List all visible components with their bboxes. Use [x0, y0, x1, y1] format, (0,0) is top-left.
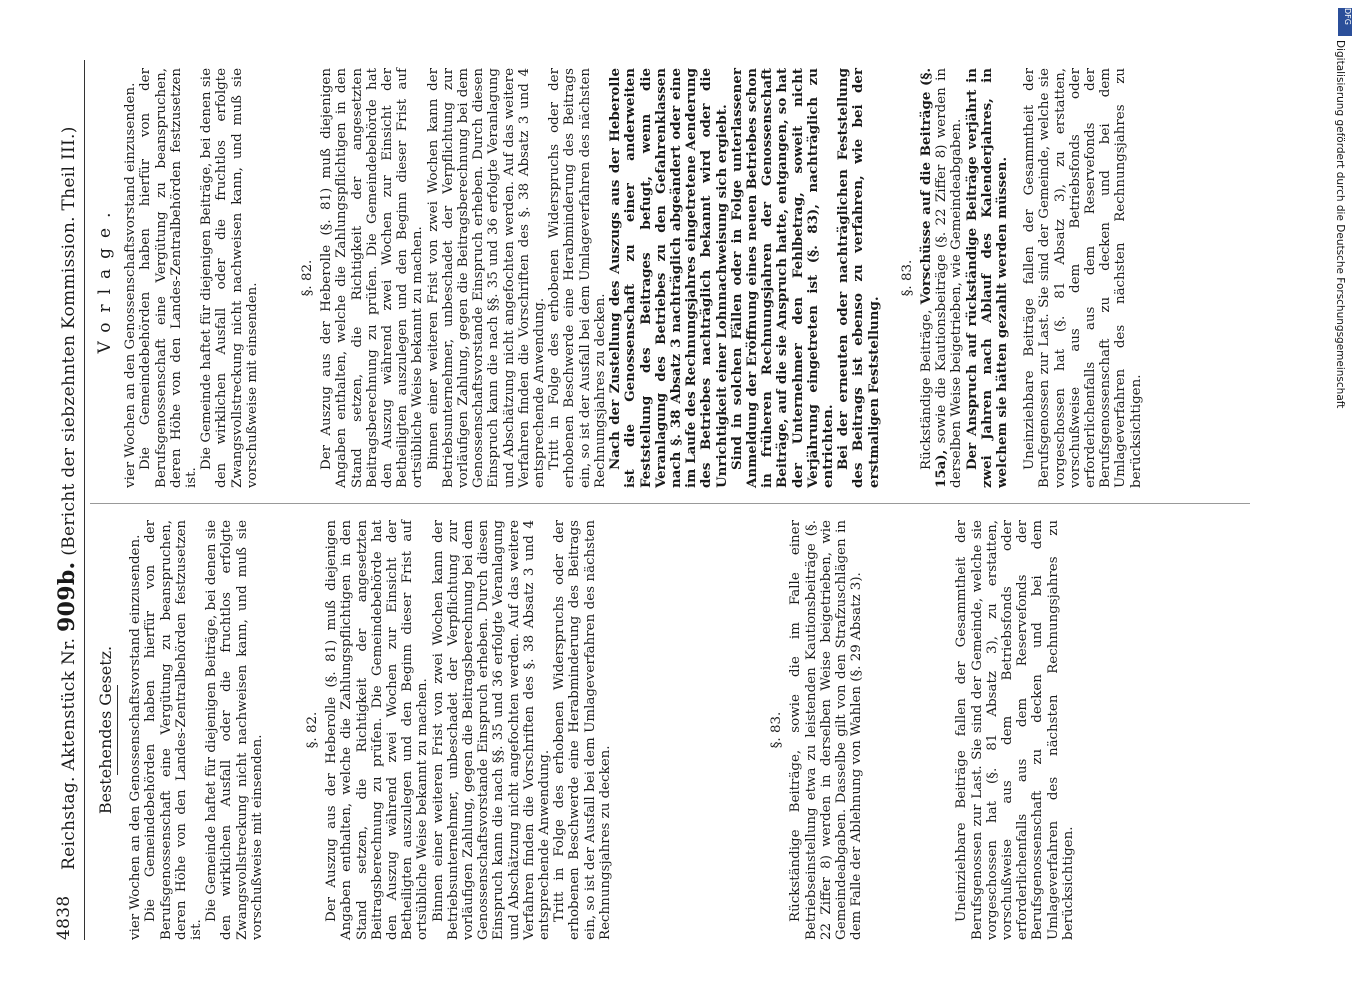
right-sec83-bold: Der Anspruch auf rückständige Beiträge verjährt in zwei Jahren nach Ablauf des Kalenderjahres, in welchem sie hätten gezahlt werden müssen.: [963, 68, 1010, 488]
document-page: [50, 60, 1300, 940]
right-sec83-p1: [919, 68, 965, 488]
right-sec82-bold-2: Sind in solchen Fällen oder in Folge unterlassener Anmeldung der Eröffnung eines neuen Betriebes schon in früheren Rechnungsjahren der Genossenschaft Beiträge, auf die sie Anspruch hatte, entgangen, so hat der Unternehmer den Fehlbetrag, soweit nicht Verjährung eingetreten ist (§. 83), nachträglich zu entrichten.: [728, 68, 836, 488]
left-sec82-p1: Der Auszug aus der Heberolle (§. 81) muß diejenigen Angaben enthalten, welche die Zahlungspflichtigen in den Stand setzen, die Richtigkeit der angesetzten Beitragsberechnung zu prüfen. Die Gemeindebehörde hat den Auszug während zwei Wochen zur Einsicht der Betheiligten auszulegen und den Beginn dieser Frist auf ortsübliche Weise bekannt zu machen.: [324, 520, 431, 940]
right-opening-2: Die Gemeindebehörden haben hierfür von der Berufsgenossenschaft eine Vergütung zu beanspruchen, deren Höhe von den Landes-Zentralbehörden festzusetzen ist.: [138, 68, 200, 488]
left-sec82-heading: §. 82.: [305, 711, 321, 749]
header-title: [54, 126, 80, 870]
column-divider: [90, 503, 1250, 504]
left-column-title: Bestehendes Gesetz.: [96, 645, 115, 815]
right-sec82-p1: Der Auszug aus der Heberolle (§. 81) muß diejenigen Angaben enthalten, welche die Zahlungspflichtigen in den Stand setzen, die Richtigkeit der angesetzten Beitragsberechnung zu prüfen. Die Gemeindebehörde hat den Auszug während zwei Wochen zur Einsicht der Betheiligten auszulegen und den Beginn dieser Frist auf ortsübliche Weise bekannt zu machen.: [319, 68, 426, 488]
page-header: [50, 60, 86, 940]
header-rule: [84, 60, 85, 940]
right-opening-1: vier Wochen an den Genossenschaftsvorstand einzusenden.: [123, 82, 139, 488]
header-title-number: 909b.: [54, 561, 80, 632]
left-column: [96, 520, 1076, 940]
header-title-prefix: Reichstag. Aktenstück Nr.: [59, 631, 79, 870]
spacer: [1010, 68, 1022, 488]
right-sec82-bold-3: Bei der erneuten oder nachträglichen Feststellung des Beitrags ist ebenso zu verfahren, wie bei der erstmaligen Feststellung.: [835, 68, 882, 488]
left-opening-2: Die Gemeindebehörden haben hierfür von der Berufsgenossenschaft eine Vergütung zu beanspruchen, deren Höhe von den Landes-Zentralbehörden festzusetzen ist.: [143, 520, 205, 940]
left-opening-3: Die Gemeinde haftet für diejenigen Beiträge, bei denen sie den wirklichen Ausfall oder die fruchtlos erfolgte Zwangsvollstreckung nicht nachweisen kann, und muß sie vorschußweise mit einsenden.: [204, 520, 265, 940]
spacer: [265, 520, 299, 940]
left-title-rule: [117, 685, 118, 775]
left-sec82-p2: Binnen einer weiteren Frist von zwei Wochen kann der Betriebsunternehmer, unbeschadet der Verpflichtung zur vorläufigen Zahlung, gegen die Beitragsberechnung bei dem Genossenschaftsvorstande Einspruch erheben. Durch diesen Einspruch kann die nach §§. 35 und 36 erfolgte Veranlagung und Abschätzung nicht angefochten werden. Auf das weitere Verfahren finden die Vorschriften des §. 38 Absatz 3 und 4 entsprechende Anwendung.: [430, 520, 553, 940]
spacer: [864, 520, 954, 940]
digitization-note: Digitalisierung gefördert durch die Deutsche Forschungsgemeinschaft: [1334, 40, 1346, 409]
left-sec83-p2: Uneinziehbare Beiträge fallen der Gesammtheit der Berufsgenossen zur Last. Sie sind der Gemeinde, welche sie vorgeschossen hat (§. 81 Absatz 3), zu erstatten, vorschußweise aus dem Betriebsfonds oder erforderlichenfalls aus dem Reservefonds der Berufsgenossenschaft zu decken und bei dem Umlageverfahren des nächsten Rechnungsjahres zu berücksichtigen.: [954, 520, 1076, 940]
right-sec82-p3: Tritt in Folge des erhobenen Widerspruchs oder der erhobenen Beschwerde eine Herabminderung des Beitrags ein, so ist der Ausfall bei dem Umlageverfahren des nächsten Rechnungsjahres zu decken.: [547, 68, 608, 488]
dfg-logo: [1338, 8, 1352, 36]
right-opening-3: Die Gemeinde haftet für diejenigen Beiträge, bei denen sie den wirklichen Ausfall oder die fruchtlos erfolgte Zwangsvollstreckung nicht nachweisen kann, und muß sie vorschußweise mit einsenden.: [199, 68, 260, 488]
dfg-logo-text: DFG: [1343, 8, 1352, 25]
left-sec82-p3: Tritt in Folge des erhobenen Widerspruchs oder der erhobenen Beschwerde eine Herabminderung des Beitrags ein, so ist der Ausfall bei dem Umlageverfahren des nächsten Rechnungsjahres zu decken.: [552, 520, 613, 940]
right-column-title: Vorlage.: [95, 202, 115, 354]
left-sec83-heading: §. 83.: [769, 711, 785, 749]
right-sec83-p1-rest: sowie die Kautionsbeiträge (§. 22 Ziffer 8) werden in derselben Weise beigetrieben, wie Gemeindeabgaben.: [934, 68, 965, 488]
right-sec83-heading: §. 83.: [899, 259, 915, 297]
right-sec82-heading: §. 82.: [300, 259, 316, 297]
page-number: 4838: [54, 895, 74, 940]
left-opening-1: vier Wochen an den Genossenschaftsvorstand einzusenden.: [128, 534, 144, 940]
right-sec83-last: Uneinziehbare Beiträge fallen der Gesammtheit der Berufsgenossen zur Last. Sie sind der Gemeinde, welche sie vorgeschossen hat (§. 81 Absatz 3), zu erstatten, vorschußweise aus dem Betriebsfonds oder erforderlichenfalls aus dem Reservefonds der Berufsgenossenschaft zu decken und bei dem Umlageverfahren des nächsten Rechnungsjahres zu berücksichtigen.: [1022, 68, 1144, 488]
right-sec83-p1-plain: Rückständige Beiträge,: [918, 304, 934, 470]
spacer: [882, 68, 894, 488]
right-column: [96, 68, 1144, 488]
right-sec82-bold-1: Nach der Zustellung des Auszugs aus der Heberolle ist die Genossenschaft zu einer anderweiten Feststellung des Beitrages befugt, wenn die Veranlagung des Betriebes zu den Gefahrenklassen nach §. 38 Absatz 3 nachträglich abgeändert oder eine im Laufe des Rechnungsjahres eingetretene Aenderung des Betriebes nachträglich bekannt wird oder die Unrichtigkeit einer Lohnnachweisung sich ergiebt.: [607, 68, 730, 488]
spacer: [613, 520, 763, 940]
right-sec83-p1-bold: Vorschüsse auf die Beiträge (§. 15a),: [917, 68, 950, 488]
header-title-suffix: (Bericht der siebzehnten Kommission. Theil III.): [59, 126, 79, 562]
spacer: [260, 68, 294, 488]
right-sec82-p2: Binnen einer weiteren Frist von zwei Wochen kann der Betriebsunternehmer, unbeschadet der Verpflichtung zur vorläufigen Zahlung, gegen die Beitragsberechnung bei dem Genossenschaftsvorstande Einspruch erheben. Durch diesen Einspruch kann die nach §§. 35 und 36 erfolgte Veranlagung und Abschätzung nicht angefochten werden. Auf das weitere Verfahren finden die Vorschriften des §. 38 Absatz 3 und 4 entsprechende Anwendung.: [425, 68, 548, 488]
left-sec83-p1: Rückständige Beiträge, sowie die im Falle einer Betriebseinstellung etwa zu leistenden Kautionsbeiträge (§. 22 Ziffer 8) werden in derselben Weise beigetrieben, wie Gemeindeabgaben. Dasselbe gilt von den Strafzuschlägen in dem Falle der Ablehnung von Wahlen (§. 29 Absatz 3).: [788, 520, 865, 940]
